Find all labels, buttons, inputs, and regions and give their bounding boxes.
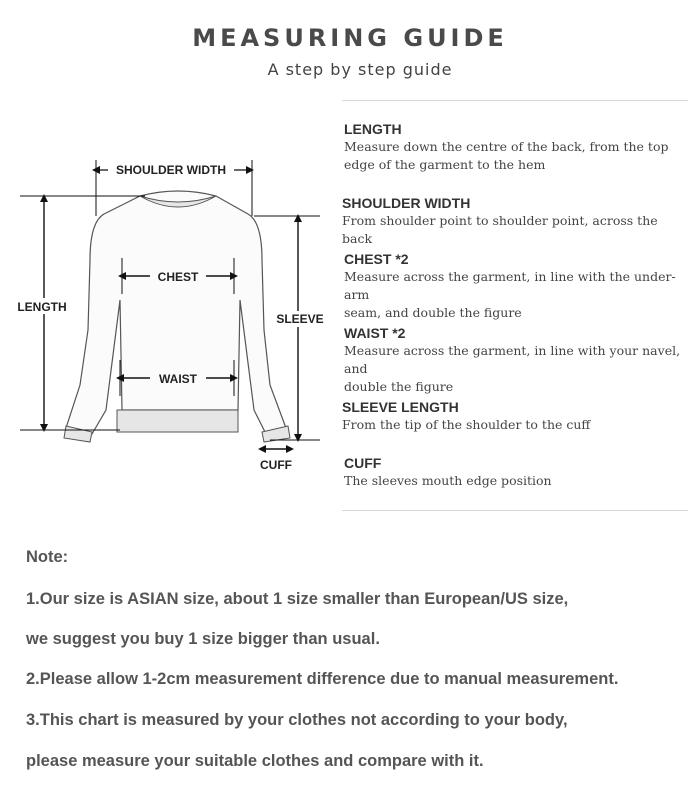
measure-guide-list <box>342 100 688 488</box>
guide-item-title: SLEEVE LENGTH <box>342 399 459 415</box>
sweater-outline <box>66 191 286 434</box>
guide-item-title: WAIST *2 <box>344 325 406 341</box>
hem-rib <box>117 410 238 432</box>
guide-item-sleeve-length <box>342 398 590 434</box>
guide-item-desc: seam, and double the figure <box>344 305 522 320</box>
guide-item-chest <box>344 250 688 322</box>
page-subtitle: A step by step guide <box>267 60 453 79</box>
length-label: LENGTH <box>17 300 67 314</box>
guide-item-desc: The sleeves mouth edge position <box>344 473 552 488</box>
sleeve-label: SLEEVE <box>276 312 324 326</box>
guide-item-title: CUFF <box>344 455 382 471</box>
note-line: we suggest you buy 1 size bigger than usual. <box>26 630 380 648</box>
guide-item-length <box>344 120 668 174</box>
chest-label: CHEST <box>157 270 199 284</box>
sweater-diagram <box>0 150 340 480</box>
bottom-divider <box>342 510 688 511</box>
note-line: 3.This chart is measured by your clothes not according to your body, <box>26 711 568 729</box>
guide-item-title: LENGTH <box>344 121 402 137</box>
sweater-diagram-svg <box>0 150 340 480</box>
note-line: 1.Our size is ASIAN size, about 1 size smaller than European/US size, <box>26 590 569 608</box>
note-line: 2.Please allow 1-2cm measurement difference due to manual measurement. <box>26 670 619 688</box>
cuff-label: CUFF <box>260 458 292 472</box>
guide-item-desc: From the tip of the shoulder to the cuff <box>342 417 591 432</box>
guide-item-title: SHOULDER WIDTH <box>342 195 471 211</box>
guide-item-desc: double the figure <box>344 379 454 394</box>
guide-item-cuff <box>344 454 552 490</box>
guide-item-desc: Measure down the centre of the back, from the top <box>344 139 669 154</box>
note-line: please measure your suitable clothes and compare with it. <box>26 752 484 770</box>
guide-item-desc: Measure across the garment, in line with your navel, and <box>344 343 681 376</box>
top-divider <box>342 100 688 101</box>
page-title: MEASURING GUIDE <box>192 24 508 52</box>
guide-item-desc: Measure across the garment, in line with the under-arm <box>344 269 676 302</box>
waist-label: WAIST <box>159 372 197 386</box>
guide-item-desc: From shoulder point to shoulder point, across the back <box>342 213 658 246</box>
guide-item-desc: edge of the garment to the hem <box>344 157 546 172</box>
guide-item-title: CHEST *2 <box>344 251 409 267</box>
guide-item-waist <box>344 324 688 396</box>
guide-item-shoulder-width <box>342 194 688 248</box>
notes-heading: Note: <box>26 548 69 566</box>
shoulder-width-label: SHOULDER WIDTH <box>116 163 226 177</box>
